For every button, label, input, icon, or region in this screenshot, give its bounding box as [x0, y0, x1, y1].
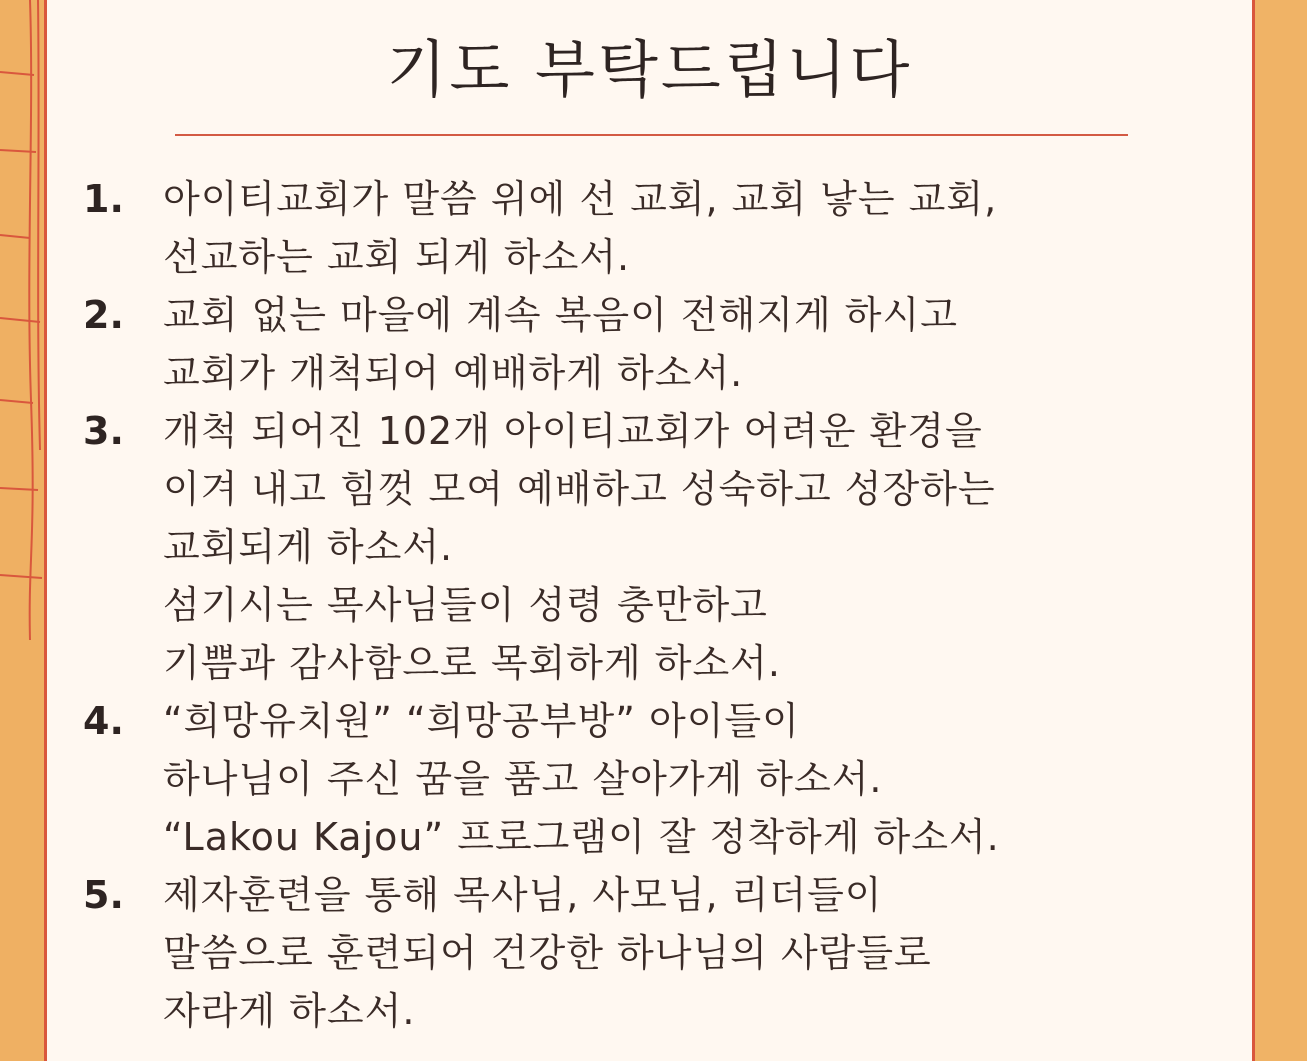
- prayer-line: 교회되게 하소서.: [163, 525, 454, 569]
- prayer-item-4: [83, 692, 1233, 866]
- prayer-number: 3.: [83, 409, 124, 453]
- prayer-line: 개척 되어진 102개 아이티교회가 어려운 환경을: [163, 409, 983, 453]
- title-divider: [175, 134, 1128, 136]
- prayer-line: 자라게 하소서.: [163, 989, 416, 1033]
- prayer-item-5: [83, 866, 1233, 1040]
- prayer-number: 5.: [83, 873, 124, 917]
- prayer-line: 섬기시는 목사님들이 성령 충만하고: [163, 583, 768, 627]
- prayer-number: 4.: [83, 699, 124, 743]
- prayer-card: [44, 0, 1255, 1061]
- prayer-line: “Lakou Kajou” 프로그램이 잘 정착하게 하소서.: [163, 815, 1000, 859]
- prayer-item-3: [83, 402, 1233, 692]
- prayer-line: 교회가 개척되어 예배하게 하소서.: [163, 351, 744, 395]
- prayer-item-1: [83, 170, 1233, 286]
- page-title: 기도 부탁드립니다: [386, 33, 913, 106]
- prayer-line: 이겨 내고 힘껏 모여 예배하고 성숙하고 성장하는: [163, 467, 996, 511]
- prayer-line: 제자훈련을 통해 목사님, 사모님, 리더들이: [163, 873, 883, 917]
- prayer-item-2: [83, 286, 1233, 402]
- prayer-line: “희망유치원” “희망공부방” 아이들이: [163, 699, 800, 743]
- prayer-line: 교회 없는 마을에 계속 복음이 전해지게 하시고: [163, 293, 958, 337]
- prayer-line: 말씀으로 훈련되어 건강한 하나님의 사람들로: [163, 931, 932, 975]
- prayer-number: 2.: [83, 293, 124, 337]
- prayer-line: 아이티교회가 말씀 위에 선 교회, 교회 낳는 교회,: [163, 177, 998, 221]
- prayer-line: 기쁨과 감사함으로 목회하게 하소서.: [163, 641, 781, 685]
- prayer-list: [83, 170, 1233, 1040]
- left-wood-frame-decoration: [0, 0, 44, 1061]
- prayer-number: 1.: [83, 177, 124, 221]
- prayer-line: 선교하는 교회 되게 하소서.: [163, 235, 631, 279]
- right-frame-decoration: [1255, 0, 1307, 1061]
- wood-grain-icon: [0, 0, 44, 1061]
- prayer-line: 하나님이 주신 꿈을 품고 살아가게 하소서.: [163, 757, 883, 801]
